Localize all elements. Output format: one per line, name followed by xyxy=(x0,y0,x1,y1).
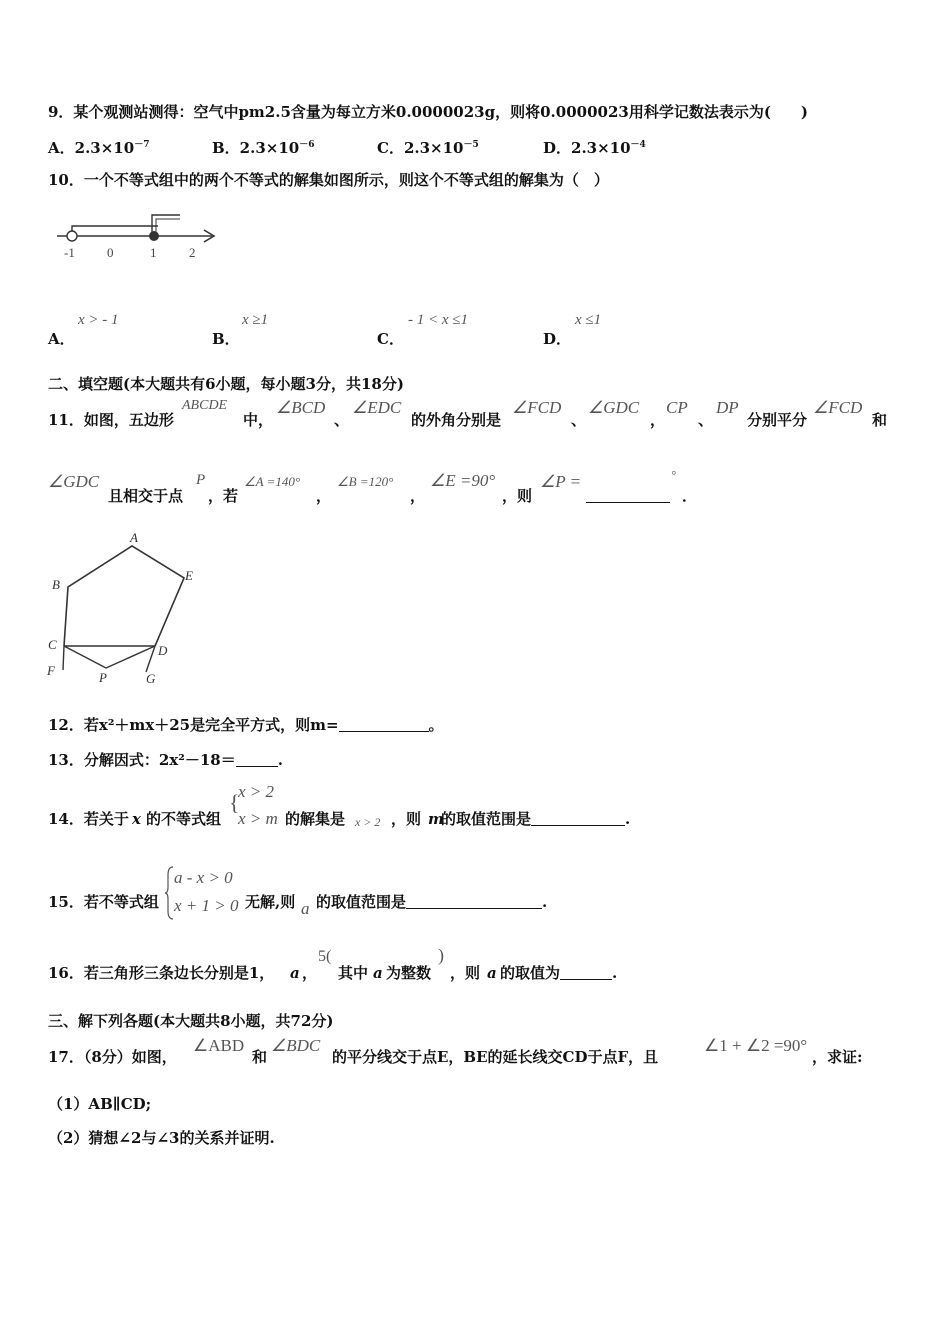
section-3-heading: 三、解下列各题(本大题共8小题，共72分) xyxy=(48,1012,334,1030)
closed-point xyxy=(149,231,159,241)
point-label-p: P xyxy=(99,670,107,685)
open-point xyxy=(67,231,77,241)
q11-text-2: 中， xyxy=(243,411,274,429)
q10-option-b-math: x ≥1 xyxy=(242,312,269,328)
q15-system-line-2: x + 1 > 0 xyxy=(174,896,239,915)
q17-math-abd: ∠ABD xyxy=(193,1036,245,1055)
q15-text-3: 的取值范围是 . xyxy=(316,893,548,911)
q13-answer-blank[interactable] xyxy=(236,752,278,767)
q15-system-line-1: a - x > 0 xyxy=(174,868,233,887)
q11-sep-1: 、 xyxy=(334,411,350,429)
q16-var-a: a xyxy=(290,964,300,982)
q16-var-a-2: a xyxy=(373,964,383,982)
q11-math-angle-b: ∠B =120° xyxy=(337,474,394,489)
vertex-label-a: A xyxy=(130,530,138,545)
q17-part-2: （2）猜想∠2与∠3的关系并证明. xyxy=(48,1129,275,1147)
extension-cf xyxy=(63,646,64,670)
q9-option-c: C．$2.3\times 10^{-5}$ xyxy=(377,139,479,157)
q16-text-5: 的取值为 . xyxy=(500,964,618,982)
q14-system-line-2: x > m xyxy=(238,809,278,828)
q9-stem: 9．某个观测站测得：空气中pm2.5含量为每立方米0.0000023g，则将0.0000023用科学记数法表示为( ) xyxy=(48,103,809,121)
q10-option-c-math: - 1 < x ≤1 xyxy=(408,312,469,328)
q11-math-abcde: ABCDE xyxy=(182,398,228,413)
q14-text-4: ，则 xyxy=(391,810,422,828)
q11-text-3: 的外角分别是 xyxy=(411,411,502,429)
q11-math-gdc-2: ∠GDC xyxy=(48,472,100,491)
q11-comma-2: ， xyxy=(410,487,426,505)
q16-text-2: 其中 xyxy=(338,964,369,982)
q17-math-condition: ∠1 + ∠2 =90° xyxy=(704,1036,808,1055)
q11-math-bcd: ∠BCD xyxy=(276,398,326,417)
q16-close-paren: ) xyxy=(438,945,444,965)
q11-degree-sign: ° xyxy=(671,468,676,482)
q16-var-a-3: a xyxy=(487,964,497,982)
point-label-f: F xyxy=(47,663,55,678)
q14-answer-blank[interactable] xyxy=(531,811,625,826)
q15-var-a: a xyxy=(301,899,310,918)
q11-math-angle-p: ∠P = xyxy=(540,472,582,491)
q13-stem: 13．分解因式：2x²－18＝ . xyxy=(48,751,283,769)
vertex-label-e: E xyxy=(185,568,193,583)
q12-stem: 12．若x²＋mx＋25是完全平方式，则m= 。 xyxy=(48,716,444,734)
q16-text-1: 16．若三角形三条边长分别是1， xyxy=(48,964,275,982)
q15-answer-blank[interactable] xyxy=(406,894,542,909)
q11-math-gdc: ∠GDC xyxy=(588,398,640,417)
vertex-label-d: D xyxy=(158,643,168,658)
q16-five: 5( xyxy=(318,948,332,965)
q17-math-bdc: ∠BDC xyxy=(271,1036,321,1055)
q15-text-2: 无解,则 xyxy=(245,893,296,911)
q10-stem: 10．一个不等式组中的两个不等式的解集如图所示，则这个不等式组的解集为（ ） xyxy=(48,171,609,189)
tick-label: -1 xyxy=(64,245,75,260)
q14-text-3: 的解集是 xyxy=(285,810,346,828)
q11-pentagon-figure xyxy=(42,528,212,690)
q12-answer-blank[interactable] xyxy=(339,717,429,732)
q11-text-6: 且相交于点 xyxy=(108,487,184,505)
q9-option-b: B．$2.3\times 10^{-6}$ xyxy=(212,139,315,157)
q11-answer-blank[interactable] xyxy=(586,486,670,506)
q14-system-line-1: x > 2 xyxy=(238,782,275,801)
tick-label: 0 xyxy=(107,245,114,260)
q10-option-d-math: x ≤1 xyxy=(575,312,602,328)
q17-text-1: 17．（8分）如图， xyxy=(48,1048,177,1066)
q11-math-edc: ∠EDC xyxy=(352,398,402,417)
q14-var-m: m xyxy=(428,810,444,828)
q14-var-x: x xyxy=(132,810,141,828)
q14-text-1: 14．若关于 xyxy=(48,810,129,828)
tick-label: 1 xyxy=(150,245,157,260)
q11-math-fcd: ∠FCD xyxy=(512,398,562,417)
q14-brace: { xyxy=(229,790,240,815)
solution-bracket-left xyxy=(72,226,158,236)
q11-math-angle-e: ∠E =90° xyxy=(430,471,496,490)
section-2-heading: 二、填空题(本大题共有6小题，每小题3分，共18分) xyxy=(48,375,404,393)
q11-text-5: 和 xyxy=(872,411,888,429)
q11-text-1: 11．如图，五边形 xyxy=(48,411,174,429)
q11-math-dp: DP xyxy=(716,398,739,417)
q10-number-line xyxy=(52,205,227,265)
q11-text-4: 分别平分 xyxy=(747,411,808,429)
q11-math-fcd-2: ∠FCD xyxy=(813,398,863,417)
bisectors-cp-dp xyxy=(64,646,155,668)
q11-math-angle-a: ∠A =140° xyxy=(244,474,301,489)
q11-period: ． xyxy=(682,487,698,505)
q15-text-1: 15．若不等式组 xyxy=(48,893,159,911)
q14-text-5: 的取值范围是 . xyxy=(441,810,631,828)
q10-option-b-label: B． xyxy=(212,330,240,348)
q9-option-d: D．$2.3\times 10^{-4}$ xyxy=(543,139,646,157)
q11-math-p: P xyxy=(196,472,206,488)
q11-text-7: ，若 xyxy=(208,487,239,505)
tick-label: 2 xyxy=(189,245,196,260)
vertex-label-b: B xyxy=(52,577,60,592)
q10-option-c-label: C． xyxy=(377,330,404,348)
pentagon-outline xyxy=(64,546,184,646)
q16-answer-blank[interactable] xyxy=(560,965,612,980)
q11-text-8: ，则 xyxy=(502,487,533,505)
solution-bracket-right-inner xyxy=(156,219,180,236)
q17-part-1: （1）AB∥CD; xyxy=(48,1095,152,1113)
q14-solution: x > 2 xyxy=(355,815,381,829)
q17-text-2: 和 xyxy=(252,1048,268,1066)
q10-option-d-label: D． xyxy=(543,330,572,348)
q16-text-4: ，则 xyxy=(450,964,481,982)
point-label-g: G xyxy=(146,671,156,686)
q11-sep-3: 、 xyxy=(698,411,714,429)
q17-text-3: 的平分线交于点E，BE的延长线交CD于点F，且 xyxy=(332,1048,659,1066)
q10-option-a-label: A． xyxy=(48,330,75,348)
q17-text-4: ，求证: xyxy=(812,1048,863,1066)
q11-math-cp: CP xyxy=(666,398,688,417)
q16-comma: ， xyxy=(302,964,318,982)
q14-text-2: 的不等式组 xyxy=(146,810,222,828)
q16-text-3: 为整数 xyxy=(386,964,432,982)
vertex-label-c: C xyxy=(48,637,57,652)
q11-comma-1: ， xyxy=(316,487,332,505)
q10-option-a-math: x > - 1 xyxy=(78,312,119,328)
q9-option-a: A．$2.3\times 10^{-7}$ xyxy=(48,139,150,157)
q11-sep-2: 、 xyxy=(571,411,587,429)
q11-comma: ， xyxy=(650,411,666,429)
